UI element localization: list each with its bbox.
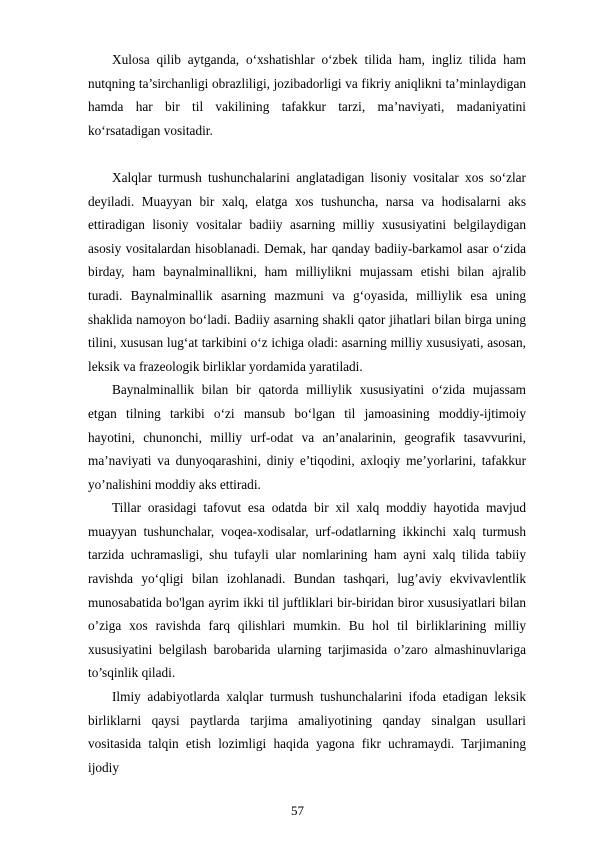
page-number: 57 — [291, 803, 304, 818]
paragraph-scientific-literature: Ilmiy adabiyotlarda xalqlar turmush tushunchalarini ifoda etadigan leksik birliklarni qaysi paytlarda tarjima amaliyotining qanday sinalgan usullari vositasida talqin etish lozimligi haqida yagona fikr uchramaydi. Tarjimaning ijodiy — [88, 689, 526, 775]
paragraph-language-differences: Tillar orasidagi tafovut esa odatda bir xil xalq moddiy hayotida mavjud muayyan tushunchalar, voqea-xodisalar, urf-odatlarning ikkinchi xalq turmush tarzida uchramasligi, shu tufayli ular nomlarining ham ayni xalq tilida tabiiy ravishda yo‘qligi bilan izohlanadi. Bundan tashqari, lug’aviy ekvivavlentlik munosabatida bo'lgan ayrim ikki til juftliklari bir-biridan biror xususiyatlari bilan o’ziga xos ravishda farq qilishlari mumkin. Bu hol til birliklarining milliy xususiyatini belgilash barobarida ularning tarjimasida o’zaro almashinuvlariga to’sqinlik qiladi. — [88, 500, 526, 681]
paragraph-spacer — [88, 142, 526, 166]
paragraph-internationalism: Baynalminallik bilan bir qatorda milliylik xususiyatini o‘zida mujassam etgan tilning tarkibi o‘zi mansub bo‘lgan til jamoasining moddiy-ijtimoiy hayotini, chunonchi, milliy urf-odat va an’analarinin, geografik tasavvurini, ma’naviyati va dunyoqarashini, diniy e’tiqodini, axloqiy me’yorlarini, tafakkur yo’nalishini moddiy aks ettiradi. — [88, 382, 526, 492]
document-body — [88, 48, 526, 779]
paragraph-conclusion: Xulosa qilib aytganda, o‘xshatishlar o‘zbek tilida ham, ingliz tilida ham nutqning ta’sirchanligi obrazliligi, jozibadorligi va fikriy aniqlikni ta’minlaydigan hamda har bir til vakilining tafakkur tarzi, ma’naviyati, madaniyatini ko‘rsatadigan vositadir. — [88, 52, 526, 138]
paragraph-lexical-means: Xalqlar turmush tushunchalarini anglatadigan lisoniy vositalar xos so‘zlar deyiladi. Muayyan bir xalq, elatga xos tushuncha, narsa va hodisalarni aks ettiradigan lisoniy vositalar badiiy asarning milliy xususiyatini belgilaydigan asosiy vositalardan hisoblanadi. Demak, har qanday badiiy-barkamol asar o‘zida birday, ham baynalminallikni, ham milliylikni mujassam etishi bilan ajralib turadi. Baynalminallik asarning mazmuni va g‘oyasida, milliylik esa uning shaklida namoyon bo‘ladi. Badiiy asarning shakli qator jihatlari bilan birga uning tilini, xususan lug‘at tarkibini o‘z ichiga oladi: asarning milliy xususiyati, asosan, leksik va frazeologik birliklar yordamida yaratiladi. — [88, 169, 526, 374]
